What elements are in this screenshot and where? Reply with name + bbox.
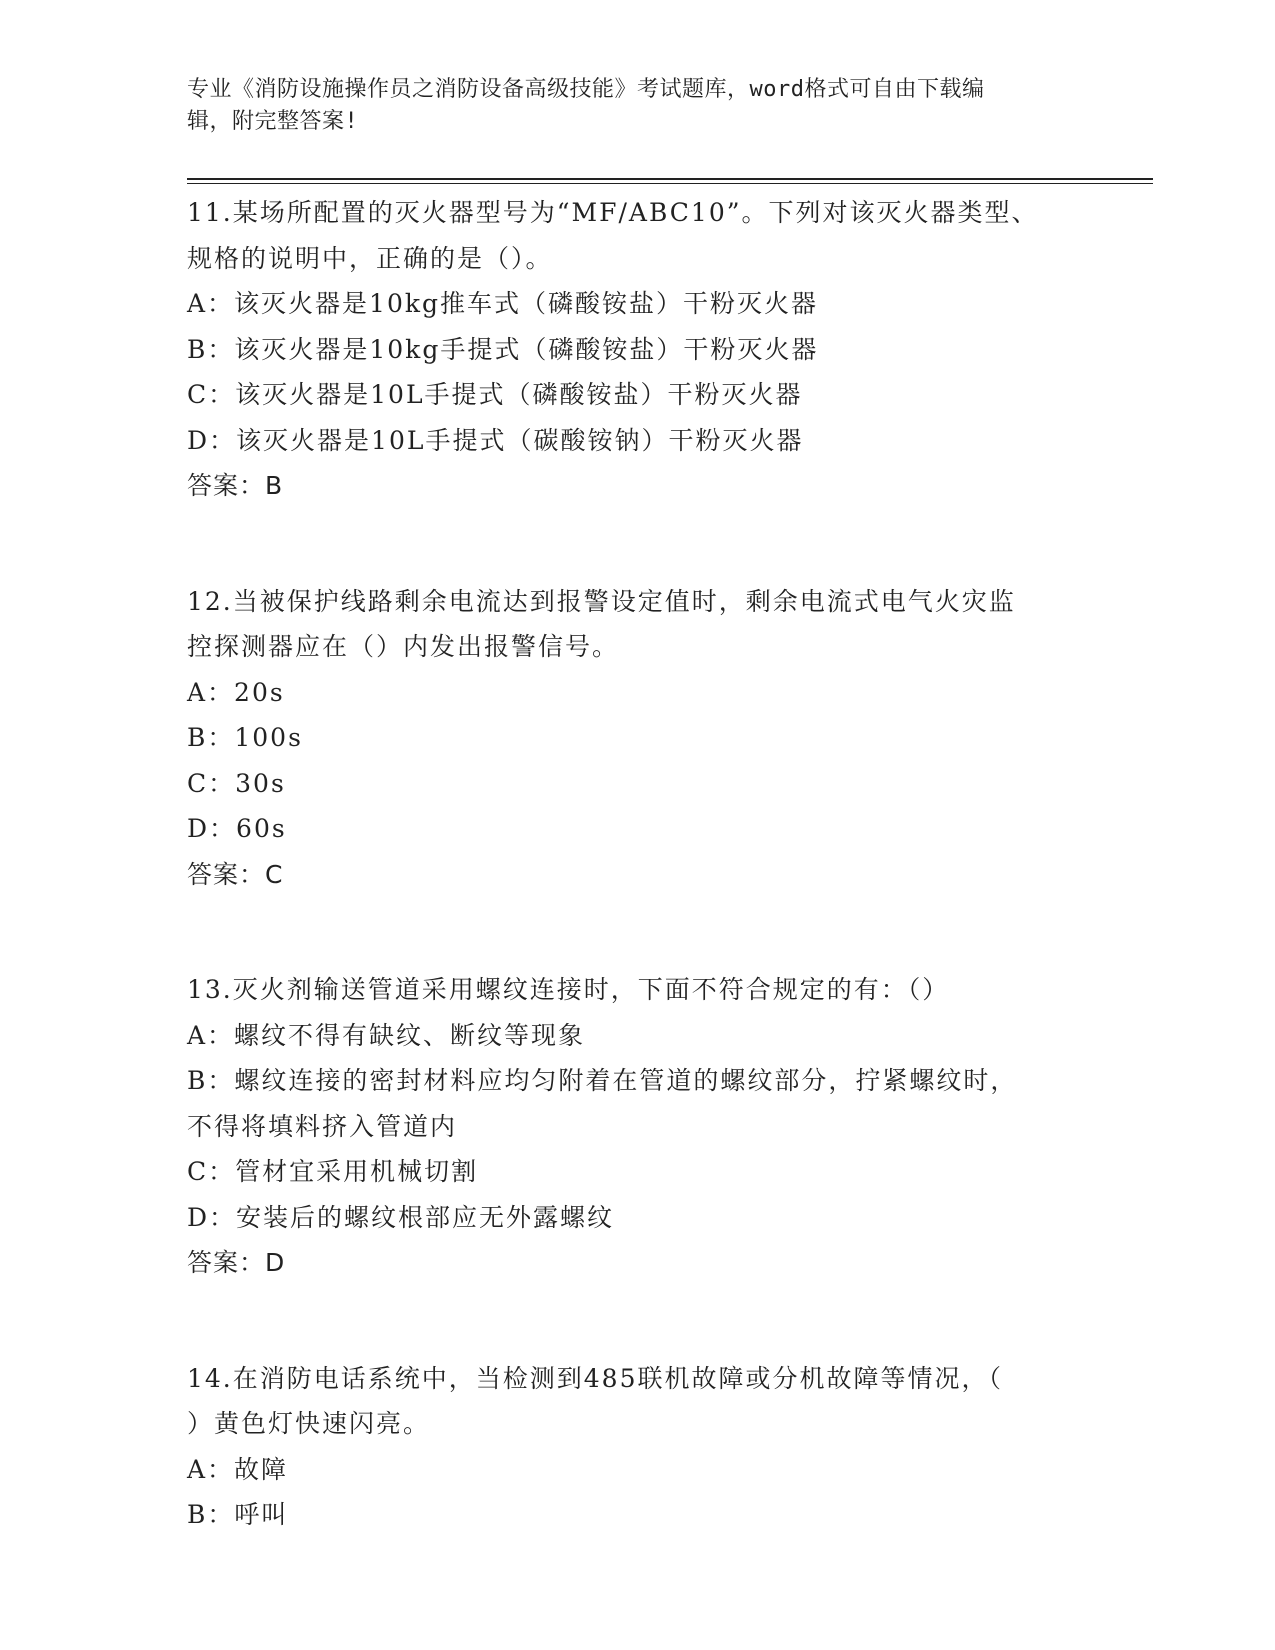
- option-a: A：该灭火器是10kg推车式（磷酸铵盐）干粉灭火器: [187, 289, 819, 318]
- header-divider-thick: [187, 178, 1153, 180]
- header-line-2: 辑，附完整答案!: [187, 109, 359, 134]
- option-b: B：呼叫: [187, 1500, 289, 1529]
- answer: 答案：C: [187, 859, 284, 889]
- question-text-line: 控探测器应在（）内发出报警信号。: [187, 632, 620, 661]
- question-text-line: 11.某场所配置的灭火器型号为“MF/ABC10”。下列对该灭火器类型、: [187, 198, 1039, 227]
- question-text-line: 13.灭火剂输送管道采用螺纹连接时，下面不符合规定的有：（）: [187, 975, 950, 1004]
- header-line-1: 专业《消防设施操作员之消防设备高级技能》考试题库，word格式可自由下载编: [187, 77, 985, 102]
- question-list: [187, 190, 1087, 1608]
- option-d: D：该灭火器是10L手提式（碳酸铵钠）干粉灭火器: [187, 425, 804, 455]
- question-11: [187, 190, 1087, 509]
- option-d: D：安装后的螺纹根部应无外露螺纹: [187, 1202, 615, 1232]
- question-12: [187, 579, 1087, 898]
- question-text-line: 14.在消防电话系统中，当检测到485联机故障或分机故障等情况，（: [187, 1363, 1003, 1393]
- answer: 答案：B: [187, 471, 284, 500]
- question-13: [187, 967, 1087, 1286]
- question-text-line: 规格的说明中，正确的是（）。: [187, 243, 553, 273]
- question-14: [187, 1356, 1087, 1538]
- option-a: A：故障: [187, 1454, 289, 1484]
- option-b: B：该灭火器是10kg手提式（磷酸铵盐）干粉灭火器: [187, 334, 819, 364]
- option-a: A：20s: [187, 677, 285, 707]
- option-c: C：该灭火器是10L手提式（磷酸铵盐）干粉灭火器: [187, 380, 803, 409]
- option-a: A：螺纹不得有缺纹、断纹等现象: [187, 1020, 586, 1050]
- header-divider-thin: [187, 183, 1153, 184]
- question-text-line: ）黄色灯快速闪亮。: [187, 1409, 431, 1438]
- option-d: D：60s: [187, 814, 287, 843]
- option-c: C：管材宜采用机械切割: [187, 1157, 479, 1186]
- answer: 答案：D: [187, 1248, 286, 1277]
- option-b: B：100s: [187, 723, 303, 752]
- document-header: [187, 74, 1067, 138]
- question-text-line: 12.当被保护线路剩余电流达到报警设定值时，剩余电流式电气火灾监: [187, 586, 1016, 616]
- option-c: C：30s: [187, 768, 286, 798]
- option-b-continued: 不得将填料挤入管道内: [187, 1111, 458, 1141]
- option-b: B：螺纹连接的密封材料应均匀附着在管道的螺纹部分，拧紧螺纹时，: [187, 1066, 1018, 1095]
